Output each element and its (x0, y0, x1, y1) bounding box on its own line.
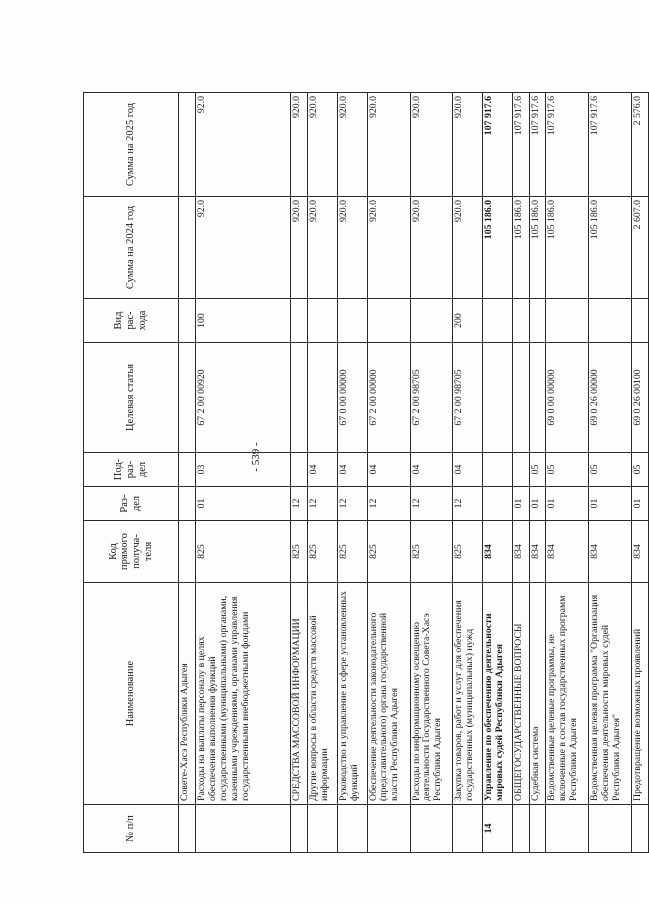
cell-name: Другие вопросы в области средств массовой информации (307, 583, 337, 805)
cell-sum-2025: 920.0 (410, 93, 453, 197)
table-row (307, 93, 337, 853)
table-row (453, 93, 483, 853)
cell-subsection (291, 453, 308, 487)
cell-num (410, 805, 453, 853)
cell-num (589, 805, 632, 853)
cell-section: 12 (453, 487, 483, 521)
cell-sum-2025: 920.0 (291, 93, 308, 197)
cell-expense-type (546, 299, 589, 343)
cell-sum-2025: 107 917.6 (483, 93, 513, 197)
cell-expense-type (307, 299, 337, 343)
cell-subsection: 04 (367, 453, 410, 487)
cell-name: Закупка товаров, работ и услуг для обеспечения государственных (муниципальных) нужд (453, 583, 483, 805)
cell-num (512, 805, 529, 853)
cell-sum-2024: 920.0 (410, 197, 453, 299)
cell-admin-code: 834 (483, 521, 513, 583)
cell-section: 01 (589, 487, 632, 521)
cell-admin-code: 834 (546, 521, 589, 583)
cell-sum-2024: 920.0 (367, 197, 410, 299)
cell-section: 01 (512, 487, 529, 521)
cell-subsection: 05 (589, 453, 632, 487)
cell-num (632, 805, 649, 853)
cell-target-article: 67 2 00 00920 (195, 343, 291, 453)
cell-admin-code: 825 (195, 521, 291, 583)
table-row (512, 93, 529, 853)
cell-sum-2025: 920.0 (453, 93, 483, 197)
rotated-table-container (83, 93, 649, 853)
cell-admin-code: 834 (512, 521, 529, 583)
cell-expense-type (589, 299, 632, 343)
cell-num (546, 805, 589, 853)
cell-admin-code: 825 (307, 521, 337, 583)
cell-sum-2024: 105 186.0 (483, 197, 513, 299)
cell-section: 01 (546, 487, 589, 521)
header-section: Раз- дел (84, 487, 179, 521)
cell-sum-2024: 105 186.0 (589, 197, 632, 299)
cell-sum-2025: 107 917.6 (589, 93, 632, 197)
cell-subsection (512, 453, 529, 487)
cell-subsection: 05 (632, 453, 649, 487)
cell-name: ОБЩЕГОСУДАРСТВЕННЫЕ ВОПРОСЫ (512, 583, 529, 805)
cell-sum-2025: 107 917.6 (512, 93, 529, 197)
cell-sum-2025: 107 917.6 (546, 93, 589, 197)
cell-target-article (307, 343, 337, 453)
header-sum-2024: Сумма на 2024 год (84, 197, 179, 299)
cell-target-article (512, 343, 529, 453)
table-row (529, 93, 546, 853)
table-row (195, 93, 291, 853)
cell-subsection: 04 (337, 453, 367, 487)
cell-name: Расходы по информационному освещению деятельности Государственного Совета-Хасэ Республики Адыгея (410, 583, 453, 805)
cell-sum-2024: 920.0 (291, 197, 308, 299)
table-row (589, 93, 632, 853)
table-row (291, 93, 308, 853)
cell-sum-2024: 920.0 (453, 197, 483, 299)
cell-num (337, 805, 367, 853)
cell-num (453, 805, 483, 853)
cell-sum-2024: 920.0 (307, 197, 337, 299)
cell-sum-2024 (179, 197, 196, 299)
cell-num (179, 805, 196, 853)
cell-section: 01 (195, 487, 291, 521)
cell-expense-type (337, 299, 367, 343)
cell-subsection: 04 (453, 453, 483, 487)
cell-admin-code: 825 (291, 521, 308, 583)
cell-sum-2024: 105 186.0 (546, 197, 589, 299)
cell-admin-code: 834 (632, 521, 649, 583)
cell-admin-code: 834 (529, 521, 546, 583)
cell-section: 12 (291, 487, 308, 521)
cell-subsection (179, 453, 196, 487)
cell-name: Управление по обеспечению деятельности мировых судей Республики Адыгея (483, 583, 513, 805)
cell-sum-2025: 92.0 (195, 93, 291, 197)
cell-name: СРЕДСТВА МАССОВОЙ ИНФОРМАЦИИ (291, 583, 308, 805)
cell-target-article: 67 2 00 98705 (410, 343, 453, 453)
cell-expense-type (512, 299, 529, 343)
header-sum-2025: Сумма на 2025 год (84, 93, 179, 197)
cell-section: 01 (529, 487, 546, 521)
cell-subsection: 04 (410, 453, 453, 487)
cell-section: 12 (410, 487, 453, 521)
cell-name: Обеспечение деятельности законодательного (представительного) органа государственной власти Республики Адыгея (367, 583, 410, 805)
table-row (483, 93, 513, 853)
cell-subsection (483, 453, 513, 487)
cell-num (307, 805, 337, 853)
table-row (632, 93, 649, 853)
cell-target-article: 69 0 26 00100 (632, 343, 649, 453)
cell-section: 12 (337, 487, 367, 521)
table-row (410, 93, 453, 853)
cell-target-article (529, 343, 546, 453)
cell-sum-2025: 107 917.6 (529, 93, 546, 197)
header-num: № п/п (84, 805, 179, 853)
cell-name: Расходы на выплаты персоналу в целях обеспечения выполнения функций государственными (муниципальными) органами, казенными учреждениями, органами управления государственными внебюджетными фондами (195, 583, 291, 805)
cell-expense-type (483, 299, 513, 343)
cell-expense-type: 200 (453, 299, 483, 343)
cell-section: 12 (367, 487, 410, 521)
cell-num (529, 805, 546, 853)
cell-target-article: 69 0 00 00000 (546, 343, 589, 453)
cell-name: Судебная система (529, 583, 546, 805)
cell-admin-code: 825 (410, 521, 453, 583)
cell-expense-type (291, 299, 308, 343)
budget-table (83, 92, 649, 853)
cell-name: Предотвращение возможных проявлений (632, 583, 649, 805)
cell-expense-type (529, 299, 546, 343)
cell-target-article: 67 2 00 98705 (453, 343, 483, 453)
cell-target-article: 67 2 00 00000 (367, 343, 410, 453)
cell-admin-code: 825 (367, 521, 410, 583)
cell-expense-type (410, 299, 453, 343)
cell-section: 01 (632, 487, 649, 521)
cell-sum-2024: 92.0 (195, 197, 291, 299)
cell-sum-2025: 2 576.0 (632, 93, 649, 197)
cell-num: 14 (483, 805, 513, 853)
cell-target-article (179, 343, 196, 453)
cell-sum-2024: 2 607.0 (632, 197, 649, 299)
cell-sum-2025: 920.0 (367, 93, 410, 197)
cell-num (291, 805, 308, 853)
cell-num (195, 805, 291, 853)
cell-target-article (483, 343, 513, 453)
cell-expense-type (632, 299, 649, 343)
cell-name: Совете-Хасэ Республики Адыгея (179, 583, 196, 805)
cell-sum-2024: 920.0 (337, 197, 367, 299)
header-name: Наименование (84, 583, 179, 805)
cell-sum-2024: 105 186.0 (512, 197, 529, 299)
header-subsection: Под- раз- дел (84, 453, 179, 487)
cell-section (179, 487, 196, 521)
cell-sum-2025: 920.0 (337, 93, 367, 197)
cell-name: Руководство и управление в сфере установленных функций (337, 583, 367, 805)
table-row (367, 93, 410, 853)
cell-name: Ведомственные целевые программы, не включенные в состав государственных программ Республики Адыгея (546, 583, 589, 805)
cell-target-article: 69 0 26 00000 (589, 343, 632, 453)
header-admin-code: Код прямого получа- теля (84, 521, 179, 583)
cell-admin-code: 825 (337, 521, 367, 583)
cell-target-article: 67 0 00 00000 (337, 343, 367, 453)
cell-admin-code (179, 521, 196, 583)
table-header-row (84, 93, 179, 853)
cell-num (367, 805, 410, 853)
cell-expense-type: 100 (195, 299, 291, 343)
cell-section (483, 487, 513, 521)
table-row (546, 93, 589, 853)
cell-subsection: 04 (307, 453, 337, 487)
header-expense-type: Вид рас- хода (84, 299, 179, 343)
cell-sum-2024: 105 186.0 (529, 197, 546, 299)
cell-name: Ведомственная целевая программа "Организация обеспечения деятельности мировых судей Республики Адыгея" (589, 583, 632, 805)
cell-expense-type (367, 299, 410, 343)
cell-admin-code: 834 (589, 521, 632, 583)
table-row (337, 93, 367, 853)
table-row (179, 93, 196, 853)
cell-sum-2025 (179, 93, 196, 197)
cell-subsection: 03 (195, 453, 291, 487)
header-target-article: Целевая статья (84, 343, 179, 453)
cell-section: 12 (307, 487, 337, 521)
cell-admin-code: 825 (453, 521, 483, 583)
cell-subsection: 05 (529, 453, 546, 487)
cell-target-article (291, 343, 308, 453)
page-number: - 539 - (250, 442, 262, 472)
cell-sum-2025: 920.0 (307, 93, 337, 197)
cell-subsection: 05 (546, 453, 589, 487)
cell-expense-type (179, 299, 196, 343)
